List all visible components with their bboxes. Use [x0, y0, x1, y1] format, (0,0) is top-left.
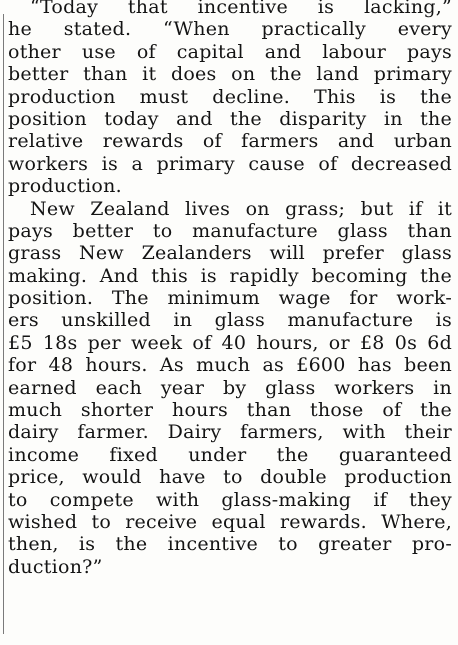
text-line: production must decline. This is the [8, 85, 452, 108]
paragraph-1 [8, 0, 452, 198]
text-line: pays better to manufacture glass than [8, 219, 452, 242]
text-line: New Zealand lives on grass; but if it [30, 197, 452, 220]
text-line: production. [8, 175, 122, 198]
text-line: dairy farmer. Dairy farmers, with their [8, 421, 452, 444]
text-line: better than it does on the land primary [8, 63, 452, 86]
text-line: income fixed under the guaranteed [8, 443, 452, 466]
text-line: wished to receive equal rewards. Where, [8, 510, 452, 533]
article-text [8, 0, 452, 578]
text-line: he stated. “When practically every [8, 18, 452, 41]
column-rule [3, 14, 4, 634]
text-line: price, would have to double production [8, 466, 452, 489]
text-line: duction?” [8, 555, 103, 578]
text-line: other use of capital and labour pays [8, 40, 452, 63]
text-line: much shorter hours than those of the [8, 399, 452, 422]
text-line: position today and the disparity in the [8, 107, 452, 130]
text-line: for 48 hours. As much as £600 has been [8, 354, 452, 377]
text-line: earned each year by glass workers in [8, 376, 452, 399]
text-line: to compete with glass-making if they [8, 488, 452, 511]
text-line: ers unskilled in glass manufacture is [8, 309, 452, 332]
text-line: then, is the incentive to greater pro- [8, 533, 452, 556]
text-line: £5 18s per week of 40 hours, or £8 0s 6d [8, 331, 452, 354]
text-line: position. The minimum wage for work- [8, 287, 452, 310]
text-line: “Today that incentive is lacking,” [30, 0, 452, 18]
text-line: workers is a primary cause of decreased [8, 152, 452, 175]
text-line: grass New Zealanders will prefer glass [8, 242, 452, 265]
paragraph-2 [8, 198, 452, 579]
text-line: making. And this is rapidly becoming the [8, 264, 452, 287]
text-line: relative rewards of farmers and urban [8, 130, 452, 153]
